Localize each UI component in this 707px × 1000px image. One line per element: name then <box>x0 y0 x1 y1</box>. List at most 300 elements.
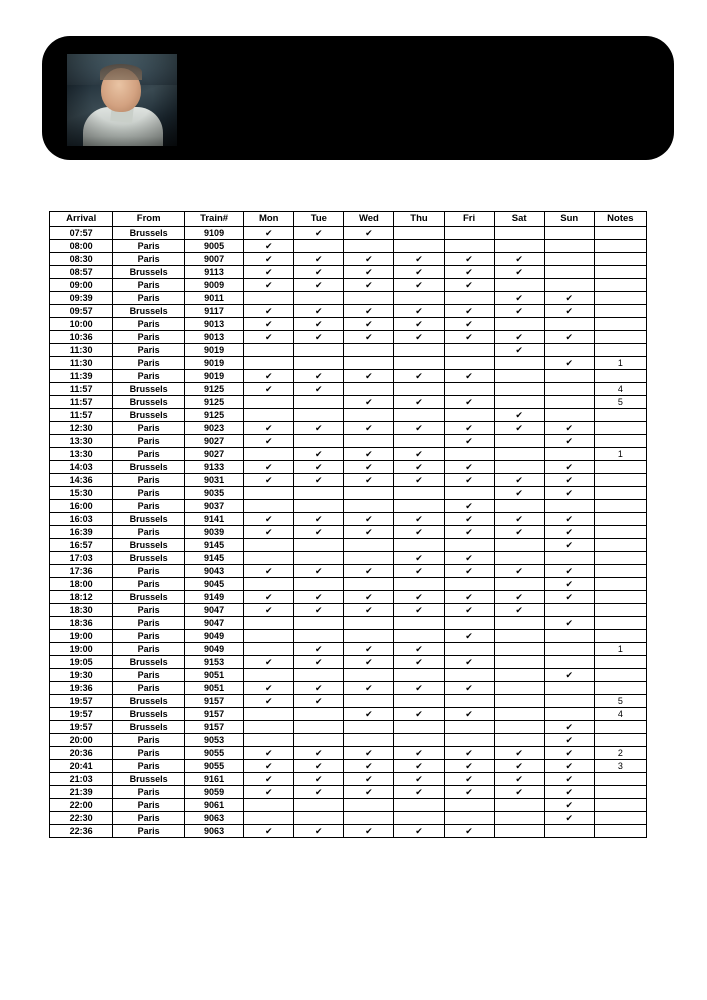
check-icon: ✔ <box>264 332 273 342</box>
column-header-sun: Sun <box>544 212 594 227</box>
table-row <box>50 305 647 318</box>
cell-notes: 4 <box>594 708 646 721</box>
check-icon: ✔ <box>315 566 323 576</box>
cell-day-wed <box>344 448 394 461</box>
cell-day-mon <box>244 565 294 578</box>
check-icon: ✔ <box>415 683 423 693</box>
cell-arrival-time: 14:36 <box>50 474 113 487</box>
check-icon: ✔ <box>515 345 523 355</box>
check-icon: ✔ <box>565 722 573 732</box>
cell-day-sat <box>494 669 544 682</box>
cell-arrival-time: 11:57 <box>50 409 113 422</box>
cell-day-mon <box>244 344 294 357</box>
check-icon: ✔ <box>515 254 523 264</box>
cell-day-tue <box>294 812 344 825</box>
cell-day-fri <box>444 825 494 838</box>
cell-day-fri <box>444 461 494 474</box>
cell-day-tue <box>294 617 344 630</box>
cell-notes: 1 <box>594 448 646 461</box>
check-icon: ✔ <box>365 605 373 615</box>
cell-day-thu <box>394 812 444 825</box>
check-icon: ✔ <box>264 267 273 277</box>
cell-arrival-time: 20:00 <box>50 734 113 747</box>
cell-arrival-time: 11:39 <box>50 370 113 383</box>
cell-day-fri <box>444 422 494 435</box>
cell-notes <box>594 474 646 487</box>
cell-day-wed <box>344 500 394 513</box>
check-icon: ✔ <box>465 761 473 771</box>
cell-train-number: 9109 <box>184 227 243 240</box>
cell-day-sun <box>544 240 594 253</box>
cell-train-number: 9009 <box>184 279 243 292</box>
check-icon: ✔ <box>365 475 373 485</box>
cell-day-thu <box>394 279 444 292</box>
table-row <box>50 396 647 409</box>
cell-day-sun <box>544 487 594 500</box>
cell-train-number: 9019 <box>184 344 243 357</box>
cell-arrival-time: 19:57 <box>50 721 113 734</box>
check-icon: ✔ <box>365 449 373 459</box>
cell-train-number: 9157 <box>184 721 243 734</box>
cell-day-sun <box>544 617 594 630</box>
cell-day-sun <box>544 565 594 578</box>
cell-notes: 5 <box>594 396 646 409</box>
check-icon: ✔ <box>565 800 573 810</box>
cell-day-wed <box>344 526 394 539</box>
check-icon: ✔ <box>415 657 423 667</box>
cell-train-number: 9027 <box>184 435 243 448</box>
check-icon: ✔ <box>565 566 573 576</box>
cell-day-mon <box>244 825 294 838</box>
cell-notes <box>594 409 646 422</box>
cell-origin: Paris <box>113 370 185 383</box>
cell-notes <box>594 682 646 695</box>
cell-day-wed <box>344 357 394 370</box>
cell-train-number: 9005 <box>184 240 243 253</box>
check-icon: ✔ <box>264 423 273 433</box>
cell-train-number: 9051 <box>184 682 243 695</box>
column-header-train: Train# <box>184 212 243 227</box>
cell-train-number: 9043 <box>184 565 243 578</box>
cell-day-thu <box>394 630 444 643</box>
cell-day-mon <box>244 370 294 383</box>
table-row <box>50 565 647 578</box>
check-icon: ✔ <box>565 618 573 628</box>
cell-arrival-time: 12:30 <box>50 422 113 435</box>
cell-arrival-time: 21:39 <box>50 786 113 799</box>
cell-origin: Brussels <box>113 708 185 721</box>
cell-day-sun <box>544 591 594 604</box>
cell-day-tue <box>294 669 344 682</box>
cell-arrival-time: 18:00 <box>50 578 113 591</box>
cell-origin: Paris <box>113 526 185 539</box>
check-icon: ✔ <box>415 644 423 654</box>
check-icon: ✔ <box>515 306 523 316</box>
cell-day-thu <box>394 253 444 266</box>
cell-day-fri <box>444 604 494 617</box>
cell-train-number: 9161 <box>184 773 243 786</box>
cell-origin: Brussels <box>113 396 185 409</box>
cell-notes <box>594 656 646 669</box>
column-header-from: From <box>113 212 185 227</box>
cell-day-tue <box>294 539 344 552</box>
check-icon: ✔ <box>315 423 323 433</box>
cell-origin: Brussels <box>113 552 185 565</box>
check-icon: ✔ <box>565 813 573 823</box>
cell-train-number: 9007 <box>184 253 243 266</box>
check-icon: ✔ <box>264 319 273 329</box>
portrait-photo <box>67 54 177 146</box>
check-icon: ✔ <box>465 787 473 797</box>
cell-day-sun <box>544 461 594 474</box>
cell-day-tue <box>294 331 344 344</box>
check-icon: ✔ <box>415 254 423 264</box>
cell-day-wed <box>344 786 394 799</box>
check-icon: ✔ <box>515 332 523 342</box>
cell-day-wed <box>344 825 394 838</box>
table-row <box>50 318 647 331</box>
check-icon: ✔ <box>565 488 573 498</box>
cell-day-wed <box>344 643 394 656</box>
check-icon: ✔ <box>365 709 373 719</box>
check-icon: ✔ <box>264 774 273 784</box>
check-icon: ✔ <box>565 735 573 745</box>
table-row <box>50 253 647 266</box>
check-icon: ✔ <box>565 293 573 303</box>
cell-day-mon <box>244 682 294 695</box>
check-icon: ✔ <box>415 449 423 459</box>
arrivals-timetable <box>49 211 647 838</box>
cell-day-wed <box>344 435 394 448</box>
cell-day-tue <box>294 474 344 487</box>
cell-day-sat <box>494 552 544 565</box>
cell-day-tue <box>294 513 344 526</box>
cell-notes <box>594 500 646 513</box>
cell-day-mon <box>244 279 294 292</box>
check-icon: ✔ <box>365 371 373 381</box>
table-row <box>50 604 647 617</box>
cell-day-fri <box>444 266 494 279</box>
cell-origin: Paris <box>113 331 185 344</box>
cell-origin: Paris <box>113 760 185 773</box>
cell-day-wed <box>344 695 394 708</box>
table-row <box>50 591 647 604</box>
cell-day-fri <box>444 513 494 526</box>
check-icon: ✔ <box>565 579 573 589</box>
cell-origin: Paris <box>113 604 185 617</box>
check-icon: ✔ <box>515 761 523 771</box>
table-row <box>50 708 647 721</box>
check-icon: ✔ <box>365 397 373 407</box>
cell-day-sat <box>494 487 544 500</box>
cell-day-thu <box>394 773 444 786</box>
cell-day-thu <box>394 292 444 305</box>
check-icon: ✔ <box>565 423 573 433</box>
header-banner <box>42 36 674 160</box>
cell-day-tue <box>294 396 344 409</box>
cell-day-thu <box>394 591 444 604</box>
cell-origin: Brussels <box>113 461 185 474</box>
check-icon: ✔ <box>415 592 423 602</box>
cell-day-mon <box>244 422 294 435</box>
check-icon: ✔ <box>565 306 573 316</box>
check-icon: ✔ <box>465 332 473 342</box>
check-icon: ✔ <box>515 488 523 498</box>
cell-origin: Paris <box>113 669 185 682</box>
table-row <box>50 786 647 799</box>
cell-day-sun <box>544 799 594 812</box>
table-row <box>50 669 647 682</box>
cell-train-number: 9049 <box>184 630 243 643</box>
cell-day-fri <box>444 682 494 695</box>
check-icon: ✔ <box>565 540 573 550</box>
cell-day-mon <box>244 240 294 253</box>
cell-train-number: 9145 <box>184 539 243 552</box>
cell-origin: Brussels <box>113 383 185 396</box>
cell-day-fri <box>444 747 494 760</box>
cell-day-thu <box>394 266 444 279</box>
cell-day-sun <box>544 526 594 539</box>
cell-day-tue <box>294 279 344 292</box>
check-icon: ✔ <box>315 254 323 264</box>
cell-train-number: 9019 <box>184 370 243 383</box>
cell-day-sat <box>494 773 544 786</box>
cell-day-fri <box>444 630 494 643</box>
table-row <box>50 539 647 552</box>
check-icon: ✔ <box>415 280 423 290</box>
cell-day-mon <box>244 448 294 461</box>
cell-day-sat <box>494 539 544 552</box>
table-row <box>50 383 647 396</box>
cell-day-fri <box>444 396 494 409</box>
cell-notes <box>594 786 646 799</box>
cell-day-fri <box>444 292 494 305</box>
cell-day-sun <box>544 721 594 734</box>
cell-train-number: 9055 <box>184 760 243 773</box>
cell-origin: Paris <box>113 747 185 760</box>
cell-train-number: 9035 <box>184 487 243 500</box>
check-icon: ✔ <box>515 527 523 537</box>
cell-day-thu <box>394 682 444 695</box>
cell-day-wed <box>344 760 394 773</box>
cell-notes <box>594 539 646 552</box>
check-icon: ✔ <box>315 761 323 771</box>
cell-day-tue <box>294 487 344 500</box>
check-icon: ✔ <box>465 436 473 446</box>
check-icon: ✔ <box>415 514 423 524</box>
cell-origin: Paris <box>113 292 185 305</box>
cell-notes <box>594 578 646 591</box>
cell-day-tue <box>294 643 344 656</box>
table-row <box>50 500 647 513</box>
check-icon: ✔ <box>365 761 373 771</box>
check-icon: ✔ <box>565 332 573 342</box>
cell-day-fri <box>444 812 494 825</box>
check-icon: ✔ <box>415 267 423 277</box>
cell-train-number: 9059 <box>184 786 243 799</box>
cell-day-sun <box>544 734 594 747</box>
cell-notes <box>594 513 646 526</box>
cell-day-mon <box>244 578 294 591</box>
cell-origin: Paris <box>113 565 185 578</box>
cell-day-sat <box>494 266 544 279</box>
cell-day-sat <box>494 708 544 721</box>
table-row <box>50 552 647 565</box>
cell-day-wed <box>344 747 394 760</box>
cell-day-tue <box>294 344 344 357</box>
cell-day-wed <box>344 773 394 786</box>
cell-day-thu <box>394 409 444 422</box>
cell-arrival-time: 09:00 <box>50 279 113 292</box>
cell-day-mon <box>244 292 294 305</box>
cell-day-tue <box>294 461 344 474</box>
check-icon: ✔ <box>465 397 473 407</box>
check-icon: ✔ <box>515 787 523 797</box>
check-icon: ✔ <box>565 475 573 485</box>
cell-day-sun <box>544 448 594 461</box>
cell-day-tue <box>294 422 344 435</box>
cell-day-tue <box>294 318 344 331</box>
cell-day-fri <box>444 370 494 383</box>
cell-arrival-time: 08:30 <box>50 253 113 266</box>
check-icon: ✔ <box>365 423 373 433</box>
cell-day-mon <box>244 318 294 331</box>
check-icon: ✔ <box>465 319 473 329</box>
cell-day-wed <box>344 578 394 591</box>
cell-day-fri <box>444 539 494 552</box>
cell-day-sat <box>494 825 544 838</box>
cell-day-sat <box>494 591 544 604</box>
cell-day-thu <box>394 617 444 630</box>
cell-origin: Paris <box>113 240 185 253</box>
cell-day-tue <box>294 825 344 838</box>
cell-day-mon <box>244 474 294 487</box>
cell-arrival-time: 15:30 <box>50 487 113 500</box>
cell-train-number: 9039 <box>184 526 243 539</box>
cell-origin: Brussels <box>113 721 185 734</box>
cell-day-sun <box>544 227 594 240</box>
cell-day-mon <box>244 383 294 396</box>
cell-origin: Paris <box>113 344 185 357</box>
cell-train-number: 9053 <box>184 734 243 747</box>
cell-arrival-time: 19:00 <box>50 630 113 643</box>
cell-origin: Paris <box>113 786 185 799</box>
cell-day-mon <box>244 695 294 708</box>
column-header-sat: Sat <box>494 212 544 227</box>
check-icon: ✔ <box>565 462 573 472</box>
table-row <box>50 630 647 643</box>
check-icon: ✔ <box>365 527 373 537</box>
cell-day-sat <box>494 435 544 448</box>
cell-train-number: 9153 <box>184 656 243 669</box>
cell-arrival-time: 19:36 <box>50 682 113 695</box>
cell-day-sat <box>494 448 544 461</box>
cell-origin: Brussels <box>113 305 185 318</box>
cell-origin: Paris <box>113 318 185 331</box>
cell-origin: Brussels <box>113 591 185 604</box>
cell-day-wed <box>344 630 394 643</box>
table-row <box>50 409 647 422</box>
cell-arrival-time: 17:03 <box>50 552 113 565</box>
check-icon: ✔ <box>365 566 373 576</box>
timetable-container <box>49 211 647 838</box>
cell-notes <box>594 526 646 539</box>
check-icon: ✔ <box>415 566 423 576</box>
cell-day-fri <box>444 734 494 747</box>
table-body <box>50 227 647 838</box>
cell-origin: Paris <box>113 682 185 695</box>
cell-day-sat <box>494 565 544 578</box>
cell-day-fri <box>444 435 494 448</box>
cell-day-sat <box>494 799 544 812</box>
cell-day-wed <box>344 539 394 552</box>
check-icon: ✔ <box>515 267 523 277</box>
cell-day-tue <box>294 786 344 799</box>
cell-day-mon <box>244 747 294 760</box>
cell-day-fri <box>444 383 494 396</box>
cell-day-mon <box>244 331 294 344</box>
check-icon: ✔ <box>565 436 573 446</box>
cell-train-number: 9133 <box>184 461 243 474</box>
cell-day-fri <box>444 695 494 708</box>
table-row <box>50 435 647 448</box>
cell-day-mon <box>244 487 294 500</box>
cell-notes <box>594 617 646 630</box>
cell-arrival-time: 19:00 <box>50 643 113 656</box>
cell-origin: Paris <box>113 448 185 461</box>
cell-notes <box>594 461 646 474</box>
check-icon: ✔ <box>465 774 473 784</box>
cell-day-thu <box>394 825 444 838</box>
cell-notes <box>594 240 646 253</box>
check-icon: ✔ <box>264 436 273 446</box>
cell-day-wed <box>344 396 394 409</box>
cell-day-tue <box>294 227 344 240</box>
cell-arrival-time: 10:00 <box>50 318 113 331</box>
cell-arrival-time: 07:57 <box>50 227 113 240</box>
cell-origin: Paris <box>113 630 185 643</box>
cell-origin: Brussels <box>113 656 185 669</box>
cell-origin: Paris <box>113 253 185 266</box>
cell-day-sat <box>494 786 544 799</box>
table-row <box>50 422 647 435</box>
table-row <box>50 695 647 708</box>
cell-day-tue <box>294 630 344 643</box>
cell-origin: Brussels <box>113 409 185 422</box>
cell-arrival-time: 08:00 <box>50 240 113 253</box>
cell-day-tue <box>294 721 344 734</box>
cell-notes <box>594 227 646 240</box>
cell-day-tue <box>294 695 344 708</box>
check-icon: ✔ <box>264 527 273 537</box>
cell-arrival-time: 09:39 <box>50 292 113 305</box>
check-icon: ✔ <box>415 774 423 784</box>
check-icon: ✔ <box>415 527 423 537</box>
cell-arrival-time: 16:03 <box>50 513 113 526</box>
cell-day-mon <box>244 461 294 474</box>
cell-day-mon <box>244 656 294 669</box>
check-icon: ✔ <box>315 683 323 693</box>
cell-arrival-time: 17:36 <box>50 565 113 578</box>
cell-train-number: 9047 <box>184 617 243 630</box>
cell-notes: 2 <box>594 747 646 760</box>
table-row <box>50 461 647 474</box>
cell-day-mon <box>244 643 294 656</box>
cell-day-sat <box>494 357 544 370</box>
check-icon: ✔ <box>315 462 323 472</box>
cell-day-wed <box>344 292 394 305</box>
cell-day-fri <box>444 565 494 578</box>
